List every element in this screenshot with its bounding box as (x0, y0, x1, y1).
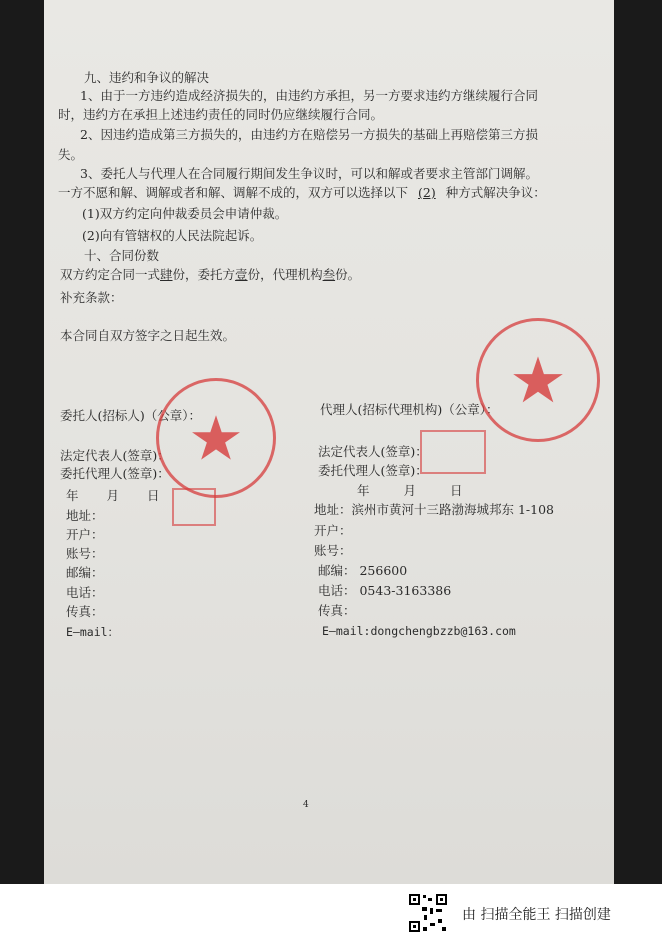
scan-border-right (614, 0, 662, 884)
right-bank: 开户： (314, 523, 352, 538)
left-date-day: 日 (146, 488, 160, 503)
right-party-heading: 代理人(招标代理机构)（公章）： (320, 402, 499, 417)
left-party-heading: 委托人(招标人)（公章）： (60, 408, 202, 423)
left-account: 账号： (66, 546, 104, 561)
left-email: E—mail： (66, 625, 120, 639)
section-9-clause-3-line-1: 3、委托人与代理人在合同履行期间发生争议时，可以和解或者要求主管部门调解。 (80, 166, 538, 181)
left-fax: 传真： (66, 604, 104, 619)
copies-text-pre: 双方约定合同一式 (60, 267, 161, 282)
page-number: 4 (303, 800, 309, 810)
right-date-day: 日 (449, 483, 463, 498)
section-9-clause-1-line-2: 时，违约方在承担上述违约责任的同时仍应继续履行合同。 (58, 107, 384, 122)
dispute-method-choice: (2) (418, 185, 436, 200)
footer-caption: 由 扫描全能王 扫描创建 (462, 907, 611, 923)
left-date (66, 488, 159, 504)
right-account: 账号： (314, 543, 352, 558)
clause-3-text-post: 种方式解决争议： (445, 185, 546, 200)
dispute-option-2: (2)向有管辖权的人民法院起诉。 (82, 228, 263, 243)
right-fax: 传真： (318, 603, 356, 618)
right-official-seal-icon (476, 318, 600, 442)
right-phone: 电话： 0543-3163386 (318, 583, 452, 598)
section-9-clause-3-line-2 (58, 185, 546, 201)
left-address: 地址： (66, 508, 104, 523)
signature-stamp-icon (420, 430, 486, 474)
right-date-month: 月 (403, 483, 416, 498)
section-9-clause-1-line-1: 1、由于一方违约造成经济损失的，由违约方承担，另一方要求违约方继续履行合同 (80, 88, 538, 103)
scan-border-left (0, 0, 44, 884)
section-9-title: 九、违约和争议的解决 (84, 70, 210, 85)
right-legal-rep: 法定代表人(签章)： (318, 444, 428, 459)
right-address: 地址：滨州市黄河十三路渤海城邦东 1-108 (314, 502, 555, 517)
left-agent: 委托代理人(签章)： (60, 466, 170, 481)
right-date (357, 483, 462, 499)
copies-text-mid2: 份，代理机构 (247, 267, 323, 282)
copies-agent: 叁 (322, 267, 336, 282)
left-phone: 电话： (66, 585, 104, 600)
section-10-title: 十、合同份数 (84, 248, 160, 263)
left-official-seal-icon (156, 378, 276, 498)
qr-code-icon[interactable] (408, 893, 448, 933)
left-seal-overlap-mark (172, 488, 216, 526)
right-email: E—mail:dongchengbzzb@163.com (322, 624, 516, 638)
left-bank: 开户： (66, 527, 104, 542)
copies-text-mid1: 份，委托方 (172, 267, 236, 282)
section-9-clause-2-line-1: 2、因违约造成第三方损失的，由违约方在赔偿另一方损失的基础上再赔偿第三方损 (80, 127, 538, 142)
effective-clause: 本合同自双方签字之日起生效。 (60, 328, 236, 343)
supplement-label: 补充条款： (60, 290, 123, 305)
left-legal-rep: 法定代表人(签章)： (60, 448, 170, 463)
right-agent: 委托代理人(签章)： (318, 463, 428, 478)
copies-client: 壹 (235, 267, 248, 282)
section-9-clause-2-line-2: 失。 (58, 147, 84, 162)
left-date-month: 月 (106, 488, 119, 503)
section-10-copies (60, 267, 360, 283)
copies-total: 肆 (160, 267, 173, 282)
right-postcode: 邮编： 256600 (318, 563, 408, 578)
clause-3-text-pre: 一方不愿和解、调解或者和解、调解不成的，双方可以选择以下 (58, 185, 409, 200)
copies-text-post: 份。 (335, 267, 361, 282)
right-date-year: 年 (357, 483, 370, 498)
dispute-option-1: (1)双方约定向仲裁委员会申请仲裁。 (82, 206, 288, 221)
left-postcode: 邮编： (66, 565, 104, 580)
left-date-year: 年 (66, 488, 79, 503)
